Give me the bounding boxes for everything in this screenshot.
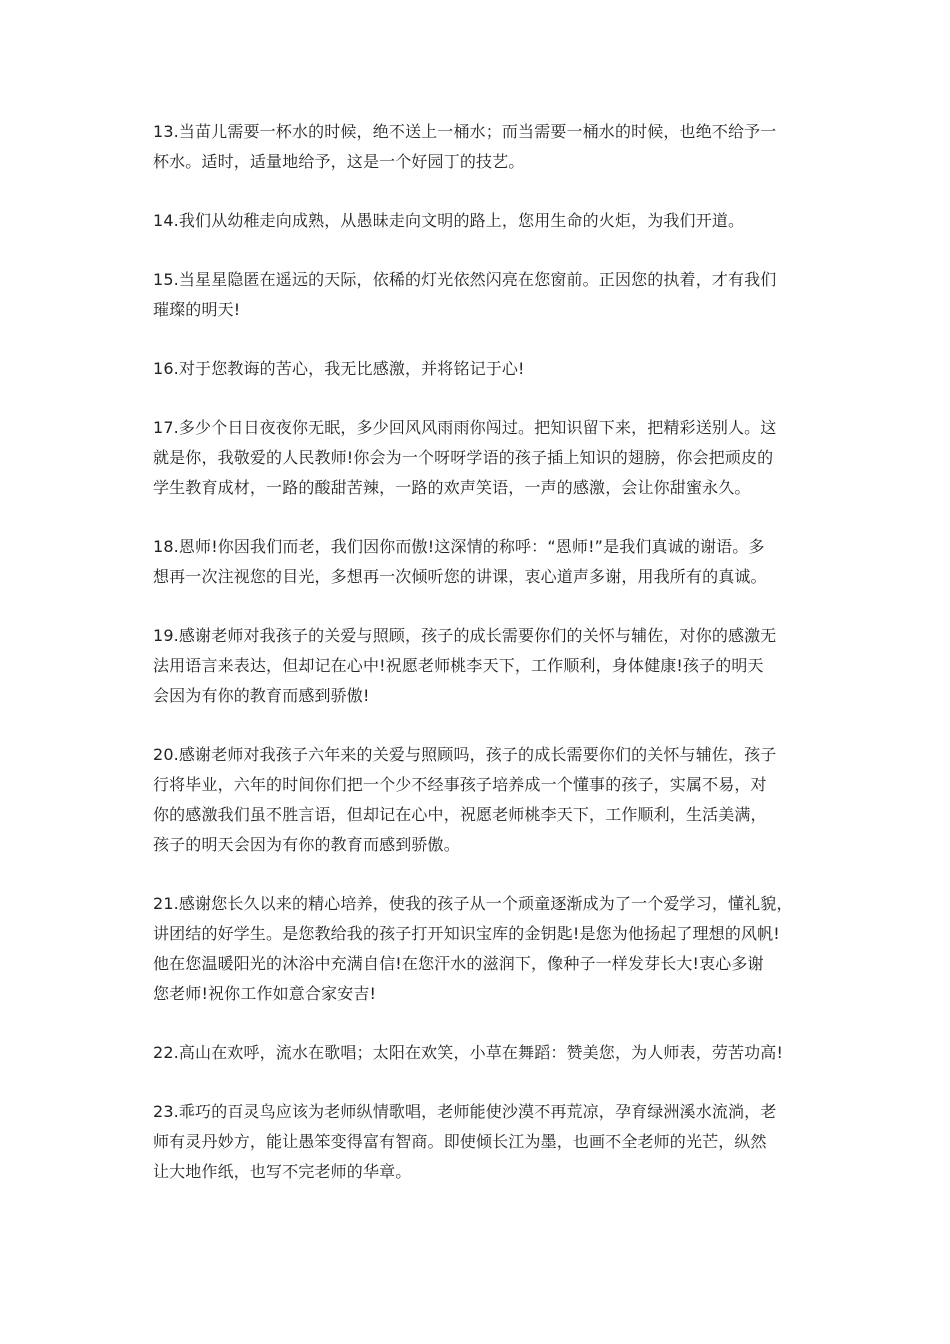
paragraph-line: 21.感谢您长久以来的精心培养，使我的孩子从一个顽童逐渐成为了一个爱学习，懂礼貌， xyxy=(153,894,793,913)
document-body xyxy=(153,117,808,1216)
paragraph-line: 讲团结的好学生。是您教给我的孩子打开知识宝库的金钥匙!是您为他扬起了理想的风帆! xyxy=(153,924,780,943)
paragraph-line: 想再一次注视您的目光，多想再一次倾听您的讲课，衷心道声多谢，用我所有的真诚。 xyxy=(153,567,767,586)
paragraph-15 xyxy=(153,265,808,325)
paragraph-17 xyxy=(153,413,808,503)
paragraph-line: 师有灵丹妙方，能让愚笨变得富有智商。即使倾长江为墨，也画不全老师的光芒，纵然 xyxy=(153,1132,767,1151)
paragraph-line: 13.当苗儿需要一杯水的时候，绝不送上一桶水；而当需要一桶水的时候，也绝不给予一 xyxy=(153,122,777,141)
paragraph-line: 璀璨的明天! xyxy=(153,300,241,319)
paragraph-line: 15.当星星隐匿在遥远的天际，依稀的灯光依然闪亮在您窗前。正因您的执着，才有我们 xyxy=(153,270,777,289)
paragraph-line: 23.乖巧的百灵鸟应该为老师纵情歌唱，老师能使沙漠不再荒凉，孕育绿洲溪水流淌，老 xyxy=(153,1102,777,1121)
paragraph-line: 14.我们从幼稚走向成熟，从愚昧走向文明的路上，您用生命的火炬，为我们开道。 xyxy=(153,211,745,230)
paragraph-line: 19.感谢老师对我孩子的关爱与照顾，孩子的成长需要你们的关怀与辅佐，对你的感激无 xyxy=(153,626,777,645)
paragraph-13 xyxy=(153,117,808,177)
paragraph-23 xyxy=(153,1097,808,1187)
paragraph-18 xyxy=(153,532,808,592)
paragraph-19 xyxy=(153,621,808,711)
paragraph-line: 会因为有你的教育而感到骄傲! xyxy=(153,686,370,705)
paragraph-line: 学生教育成材，一路的酸甜苦辣，一路的欢声笑语，一声的感激，会让你甜蜜永久。 xyxy=(153,478,751,497)
paragraph-line: 让大地作纸，也写不完老师的华章。 xyxy=(153,1162,412,1181)
paragraph-20 xyxy=(153,740,808,860)
paragraph-22 xyxy=(153,1038,808,1068)
paragraph-16 xyxy=(153,354,808,384)
paragraph-14 xyxy=(153,206,808,236)
paragraph-line: 他在您温暖阳光的沐浴中充满自信!在您汗水的滋润下，像种子一样发芽长大!衷心多谢 xyxy=(153,954,764,973)
paragraph-line: 法用语言来表达，但却记在心中!祝愿老师桃李天下，工作顺利，身体健康!孩子的明天 xyxy=(153,656,764,675)
paragraph-line: 您老师!祝你工作如意合家安吉! xyxy=(153,984,377,1003)
paragraph-line: 你的感激我们虽不胜言语，但却记在心中，祝愿老师桃李天下，工作顺利，生活美满， xyxy=(153,805,767,824)
paragraph-line: 22.高山在欢呼，流水在歌唱；太阳在欢笑，小草在舞蹈：赞美您，为人师表，劳苦功高! xyxy=(153,1043,784,1062)
paragraph-line: 18.恩师!你因我们而老，我们因你而傲!这深情的称呼：“恩师!”是我们真诚的谢语。多 xyxy=(153,537,765,556)
paragraph-21 xyxy=(153,889,808,1009)
paragraph-line: 行将毕业，六年的时间你们把一个少不经事孩子培养成一个懂事的孩子，实属不易，对 xyxy=(153,775,767,794)
paragraph-line: 杯水。适时，适量地给予，这是一个好园丁的技艺。 xyxy=(153,152,525,171)
paragraph-line: 就是你，我敬爱的人民教师!你会为一个呀呀学语的孩子插上知识的翅膀，你会把顽皮的 xyxy=(153,448,774,467)
paragraph-line: 20.感谢老师对我孩子六年来的关爱与照顾吗，孩子的成长需要你们的关怀与辅佐，孩子 xyxy=(153,745,777,764)
paragraph-line: 16.对于您教诲的苦心，我无比感激，并将铭记于心! xyxy=(153,359,525,378)
paragraph-line: 17.多少个日日夜夜你无眠，多少回风风雨雨你闯过。把知识留下来，把精彩送别人。这 xyxy=(153,418,777,437)
paragraph-line: 孩子的明天会因为有你的教育而感到骄傲。 xyxy=(153,835,460,854)
